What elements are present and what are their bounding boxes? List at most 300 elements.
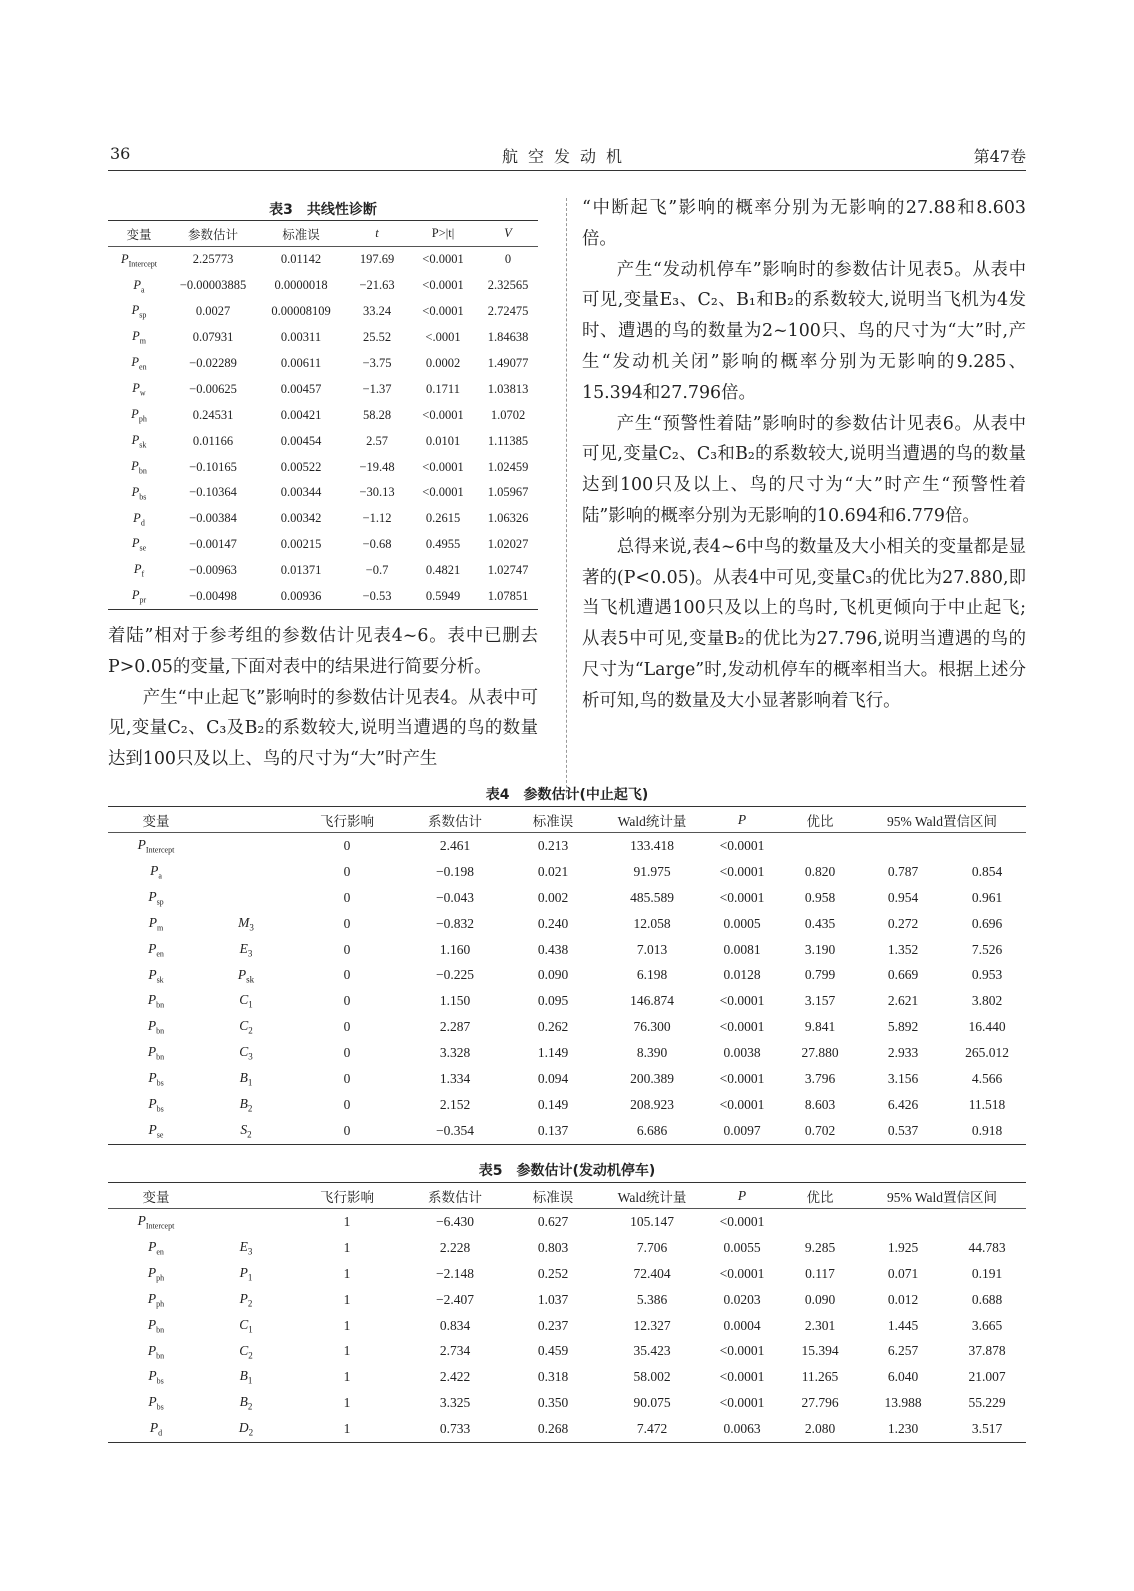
table-cell: 15.394 (801, 1343, 839, 1359)
paragraph: “中断起飞”影响的概率分别为无影响的27.88和8.603倍。 (582, 198, 1026, 249)
table-row (108, 584, 538, 610)
table-cell: 2.287 (439, 1019, 471, 1035)
table-row (108, 454, 538, 480)
table-cell: 0.435 (804, 915, 836, 931)
table-cell: 2.734 (439, 1343, 471, 1359)
table-cell: 0.0027 (195, 304, 231, 319)
variable-cell (108, 885, 204, 911)
variable-cell (108, 558, 170, 584)
table-cell: 0.696 (971, 915, 1003, 931)
variable-cell (108, 480, 170, 506)
variable-cell-symbol: P (147, 1018, 157, 1034)
table-cell: 9.285 (804, 1239, 836, 1255)
variable-cell (108, 1390, 204, 1416)
table-cell: 1.352 (887, 941, 919, 957)
table3-col-header: 标准误 (256, 221, 346, 247)
level-cell (204, 833, 288, 859)
level-cell-symbol: B (239, 1070, 248, 1086)
table-cell: 1.334 (439, 1070, 471, 1086)
level-cell-subscript: 2 (247, 1402, 253, 1413)
level-cell-subscript: 1 (247, 1272, 253, 1283)
table5-col-header: 系数估计 (406, 1183, 504, 1209)
table-cell: <0.0001 (719, 837, 765, 853)
table-cell: 0.0128 (723, 967, 761, 983)
table-cell: 3.328 (439, 1045, 471, 1061)
variable-cell-symbol: P (147, 1044, 157, 1060)
level-cell-symbol: S (240, 1121, 248, 1137)
variable-cell (108, 1287, 204, 1313)
table-cell: 0.854 (971, 863, 1003, 879)
level-cell (204, 1390, 288, 1416)
variable-cell-subscript: bs (156, 1104, 164, 1114)
level-cell-symbol: B (239, 1096, 248, 1111)
table-cell: 0 (343, 941, 351, 957)
table-row (108, 1313, 1026, 1339)
variable-cell-subscript: bs (156, 1377, 164, 1387)
table-cell: 1.445 (887, 1317, 919, 1333)
table-cell: 0.137 (537, 1122, 569, 1138)
table-cell: 0.1711 (426, 381, 460, 396)
table-row (108, 1261, 1026, 1287)
table-cell: 0.459 (537, 1343, 569, 1359)
table-cell: 6.257 (887, 1343, 919, 1359)
table-cell: −0.10364 (189, 485, 237, 500)
level-cell (204, 1066, 288, 1092)
paragraph: 产生“发动机停车”影响时的参数估计见表5。从表中可见,变量E₃、C₂、B₁和B₂的系数较大,说明当飞机为4发时、遭遇的鸟的数量为2~100只、鸟的尺寸为“大”时,产生“发动机关闭”影响的概率分别为无影响的9.285、15.394和27.796倍。 (582, 259, 1026, 403)
level-cell (204, 885, 288, 911)
level-cell (204, 937, 288, 963)
level-cell (204, 962, 288, 988)
variable-cell (108, 1092, 204, 1118)
variable-cell (108, 859, 204, 885)
table-cell: 0.787 (887, 863, 919, 879)
table-row (108, 506, 538, 532)
level-cell-subscript: 2 (247, 1298, 253, 1309)
table-cell: 2.621 (887, 993, 919, 1009)
table-cell: 16.440 (968, 1019, 1006, 1035)
table-cell: 0.272 (887, 915, 919, 931)
variable-cell-symbol: P (131, 407, 139, 422)
table-row (108, 911, 1026, 937)
table-cell: 1.11385 (487, 433, 529, 448)
table-cell: 0.4821 (425, 563, 461, 578)
paragraph: 总得来说,表4~6中鸟的数量及大小相关的变量都是显著的(P<0.05)。从表4中可见,变量C₃的优比为27.880,即当飞机遭遇100只及以上的鸟时,飞机更倾向于中止起飞;从表5中可见,变量B₂的优比为27.796,说明当遭遇的鸟的尺寸为“Large”时,发动机停车的概率相当大。根据上述分析可知,鸟的数量及大小显著影响着飞行。 (582, 536, 1026, 711)
table-cell: 0.702 (804, 1122, 836, 1138)
table-cell: 0 (343, 1070, 351, 1086)
table-row (108, 937, 1026, 963)
table-row (108, 833, 1026, 859)
table-cell: 0.834 (439, 1317, 471, 1333)
variable-cell (108, 1235, 204, 1261)
table-cell: 1.0702 (490, 407, 526, 422)
variable-cell-subscript: ph (138, 414, 147, 424)
table-cell: 1.49077 (487, 356, 529, 370)
table-cell: 13.988 (884, 1395, 922, 1411)
variable-cell-symbol: P (148, 1070, 157, 1086)
table-row (108, 1118, 1026, 1144)
table5-col-header: 变量 (108, 1183, 204, 1209)
variable-cell-subscript: bn (156, 1001, 165, 1011)
table-cell: 55.229 (968, 1395, 1006, 1411)
level-cell-subscript: 2 (247, 1103, 253, 1114)
variable-cell-symbol: P (133, 510, 141, 525)
variable-cell (108, 584, 170, 610)
variable-cell-symbol: P (148, 1368, 157, 1384)
table-cell: 7.472 (636, 1421, 668, 1437)
table-row (108, 402, 538, 428)
table-row (108, 1416, 1026, 1442)
table-cell: <.0001 (425, 330, 461, 345)
level-cell-subscript: sk (246, 974, 255, 985)
table-cell: −0.225 (436, 967, 474, 983)
variable-cell-subscript: bs (156, 1078, 164, 1088)
table-cell: <0.0001 (422, 278, 464, 293)
level-cell (204, 1209, 288, 1235)
table-cell: −0.00003885 (179, 278, 247, 293)
variable-cell (108, 247, 170, 273)
table-cell: 7.013 (636, 941, 668, 957)
table-cell: 0.318 (537, 1369, 569, 1385)
table-cell: 90.075 (633, 1395, 671, 1411)
table-cell: 44.783 (968, 1239, 1006, 1255)
table-cell: −0.354 (436, 1122, 474, 1138)
variable-cell-subscript: sk (156, 975, 164, 985)
table-row (108, 1287, 1026, 1313)
variable-cell-symbol: P (132, 329, 140, 344)
level-cell-symbol: E (239, 1238, 248, 1254)
level-cell-symbol: C (239, 1044, 249, 1060)
variable-cell-subscript: m (139, 336, 146, 346)
table-cell: 0.0000018 (274, 278, 328, 293)
table-cell: 3.190 (804, 941, 836, 957)
table-cell: −2.148 (436, 1265, 474, 1281)
table-cell: 0.268 (537, 1421, 569, 1437)
table-cell: 7.706 (636, 1239, 668, 1255)
variable-cell-subscript: bn (156, 1325, 165, 1335)
table-cell: −0.7 (365, 563, 389, 578)
table-cell: 0.094 (537, 1070, 569, 1086)
variable-cell-subscript: bn (156, 1027, 165, 1037)
table-cell: 9.841 (804, 1019, 836, 1035)
table-cell: 12.058 (633, 915, 671, 931)
table-cell: <0.0001 (719, 1343, 765, 1359)
level-cell-subscript: 3 (247, 948, 253, 959)
table-cell: 0 (343, 1096, 351, 1112)
table-cell: 21.007 (968, 1369, 1006, 1385)
table-cell: 0.350 (537, 1395, 569, 1411)
level-cell-symbol: E (239, 940, 248, 956)
table-cell: 0.252 (537, 1265, 569, 1281)
table-cell: 1 (343, 1343, 351, 1359)
level-cell-symbol: B (239, 1368, 248, 1384)
variable-cell (108, 351, 170, 377)
left-column-text (108, 621, 538, 775)
table4-col-header: 飞行影响 (288, 807, 406, 833)
table-cell: 1.925 (887, 1239, 919, 1255)
level-cell-symbol: P (239, 1264, 248, 1280)
table-cell: 2.422 (439, 1369, 471, 1385)
table3-title: 表3 共线性诊断 (269, 202, 377, 218)
table5-col-header: 优比 (782, 1183, 858, 1209)
table-cell: −0.043 (436, 889, 474, 905)
level-cell (204, 1287, 288, 1313)
table-row (108, 1390, 1026, 1416)
table-cell: <0.0001 (719, 1265, 765, 1281)
table-row (108, 273, 538, 299)
paragraph: 产生“预警性着陆”影响时的参数估计见表6。从表中可见,变量C₂、C₃和B₂的系数较大,说明当遭遇的鸟的数量达到100只及以上、鸟的尺寸为“大”时产生“预警性着陆”影响的概率分别为无影响的10.694和6.779倍。 (582, 413, 1026, 526)
table-cell: <0.0001 (422, 252, 464, 267)
table-cell: 133.418 (630, 837, 674, 853)
variable-cell-subscript: a (141, 285, 145, 295)
table-cell: 2.32565 (487, 278, 529, 293)
table-cell: 6.040 (887, 1369, 919, 1385)
table-cell: 0.24531 (192, 407, 234, 422)
table-cell: 0.149 (537, 1096, 569, 1112)
variable-cell-symbol: P (120, 251, 129, 266)
variable-cell-subscript: bs (156, 1403, 164, 1413)
table4-col-header (204, 807, 288, 833)
level-cell-symbol: B (239, 1394, 248, 1410)
table-cell: 0.954 (887, 889, 919, 905)
table-cell: 0 (343, 993, 351, 1009)
table3-col-header: V (478, 221, 538, 247)
page-number: 36 (110, 144, 131, 163)
table-cell: −0.10165 (189, 459, 237, 474)
table-cell: −0.198 (436, 863, 474, 879)
variable-cell (108, 273, 170, 299)
table-cell: 1.03813 (487, 381, 529, 396)
table-row (108, 1364, 1026, 1390)
variable-cell (108, 1040, 204, 1066)
table-cell: <0.0001 (719, 1395, 765, 1411)
table-cell: <0.0001 (719, 1096, 765, 1112)
table3-col-header: P>|t| (408, 221, 478, 247)
variable-cell-subscript: ph (156, 1273, 165, 1283)
table-cell: −0.00963 (189, 563, 237, 578)
table-cell: 0.0038 (723, 1045, 761, 1061)
table-cell: 0.01371 (280, 563, 322, 578)
table-row (108, 428, 538, 454)
variable-cell-subscript: en (139, 362, 147, 372)
level-cell (204, 1261, 288, 1287)
table-cell: 0.090 (804, 1291, 836, 1307)
variable-cell (108, 1261, 204, 1287)
level-cell-symbol: P (239, 1290, 248, 1306)
table-cell: 485.589 (630, 889, 674, 905)
table4-header-row (108, 807, 1026, 833)
table-cell: 0.0101 (425, 433, 461, 448)
table-cell: 0.669 (887, 967, 919, 983)
variable-cell-subscript: d (140, 518, 145, 528)
variable-cell (108, 428, 170, 454)
table5-col-header: 标准误 (504, 1183, 602, 1209)
table4-title: 表4 参数估计(中止起飞) (485, 787, 649, 803)
table-cell: 0 (343, 889, 351, 905)
variable-cell-subscript: sk (139, 440, 147, 450)
table-cell: 3.157 (804, 993, 836, 1009)
level-cell-symbol: C (239, 1018, 249, 1034)
table-cell: 76.300 (633, 1019, 671, 1035)
table-cell: 1.160 (439, 941, 471, 957)
table-cell: 0.00936 (280, 589, 322, 604)
table-cell: 0.438 (537, 941, 569, 957)
table-cell: −0.832 (436, 915, 474, 931)
table-row (108, 532, 538, 558)
variable-cell (108, 937, 204, 963)
table5-col-header: Wald统计量 (602, 1183, 702, 1209)
level-cell (204, 1338, 288, 1364)
table-cell: 33.24 (362, 304, 392, 319)
table-cell: 0.688 (971, 1291, 1003, 1307)
variable-cell-subscript: bn (156, 1052, 165, 1062)
table-cell: 0.733 (439, 1421, 471, 1437)
table5-col-header (204, 1183, 288, 1209)
table-cell (948, 833, 1026, 859)
table-cell (782, 1209, 858, 1235)
table4-col-header: P (702, 807, 782, 833)
variable-cell-subscript: en (156, 949, 164, 959)
table-cell: 2.152 (439, 1096, 471, 1112)
variable-cell (108, 376, 170, 402)
table-cell: 0.961 (971, 889, 1003, 905)
table-cell: 0 (343, 967, 351, 983)
table-row (108, 1066, 1026, 1092)
table-cell: −0.00625 (189, 381, 237, 396)
table-cell: 27.880 (801, 1045, 839, 1061)
table-cell: 0.237 (537, 1317, 569, 1333)
table-cell: 2.080 (804, 1421, 836, 1437)
table-cell: 0.00344 (280, 485, 322, 500)
level-cell (204, 1235, 288, 1261)
table-cell: −3.75 (362, 356, 392, 370)
variable-cell-subscript: bs (139, 492, 147, 502)
table-cell: 7.526 (971, 941, 1003, 957)
level-cell-subscript: 3 (247, 1246, 253, 1257)
table-cell: 0.012 (887, 1291, 919, 1307)
table-row (108, 885, 1026, 911)
table-cell: 0.240 (537, 915, 569, 931)
table4-col-header: 变量 (108, 807, 204, 833)
level-cell (204, 1364, 288, 1390)
table-cell: 1.84638 (487, 330, 529, 345)
variable-cell (108, 911, 204, 937)
table-cell: −21.63 (359, 278, 395, 293)
table4-col-header: 优比 (782, 807, 858, 833)
table-cell: 0.07931 (192, 330, 234, 345)
table-cell: 0.090 (537, 967, 569, 983)
table-cell: 1.230 (887, 1421, 919, 1437)
variable-cell-symbol: P (131, 484, 140, 499)
variable-cell-symbol: P (131, 458, 139, 473)
variable-cell (108, 532, 170, 558)
table-cell (858, 1209, 948, 1235)
variable-cell-subscript: se (139, 543, 147, 553)
table-cell: 2.933 (887, 1045, 919, 1061)
table-row (108, 325, 538, 351)
table5-header-row (108, 1183, 1026, 1209)
table-row (108, 1040, 1026, 1066)
variable-cell-subscript: en (156, 1247, 164, 1257)
variable-cell (108, 1364, 204, 1390)
table3-collinearity (108, 220, 538, 610)
table-cell: 105.147 (630, 1213, 674, 1229)
table-cell: 1.150 (439, 993, 471, 1009)
variable-cell-symbol: P (147, 1342, 157, 1358)
paragraph: 着陆”相对于参考组的参数估计见表4~6。表中已删去P>0.05的变量,下面对表中的结果进行简要分析。 (108, 626, 538, 677)
level-cell-symbol: M (238, 914, 250, 930)
table-cell: 0.953 (971, 967, 1003, 983)
level-cell-subscript: 3 (249, 922, 254, 933)
table5-col-header: 95% Wald置信区间 (858, 1183, 1026, 1209)
table-cell: 0.00421 (280, 407, 322, 422)
variable-cell (108, 1209, 204, 1235)
variable-cell-symbol: P (147, 1264, 157, 1280)
table3-col-header: 变量 (108, 221, 170, 247)
table-cell: 0.0004 (723, 1317, 761, 1333)
table-cell: 0.5949 (425, 589, 461, 604)
variable-cell-symbol: P (148, 1394, 157, 1410)
variable-cell (108, 1118, 204, 1144)
table-cell: 200.389 (630, 1070, 674, 1086)
variable-cell-symbol: P (131, 355, 140, 370)
table-cell (782, 833, 858, 859)
table-cell: 91.975 (633, 863, 671, 879)
variable-cell-symbol: P (133, 277, 142, 292)
level-cell (204, 1118, 288, 1144)
variable-cell-symbol: P (131, 588, 140, 603)
table-cell: 0.00611 (280, 356, 322, 370)
level-cell (204, 1313, 288, 1339)
table-cell: 2.228 (439, 1239, 471, 1255)
table-cell: 1.05967 (487, 485, 529, 500)
table-cell: 0.00008109 (271, 304, 331, 319)
table-cell: <0.0001 (422, 485, 464, 500)
variable-cell-subscript: se (156, 1130, 164, 1140)
table-cell: 1 (343, 1239, 351, 1255)
table-cell: 37.878 (968, 1343, 1006, 1359)
variable-cell-subscript: Intercept (128, 259, 158, 269)
table-cell: 3.665 (971, 1317, 1003, 1333)
table-cell: 1.149 (537, 1045, 569, 1061)
table5-engine-shutdown (108, 1182, 1026, 1443)
level-cell-subscript: 1 (248, 1000, 253, 1011)
table-cell: −1.37 (362, 381, 392, 396)
table-cell: 3.325 (439, 1395, 471, 1411)
table-cell: 0.095 (537, 993, 569, 1009)
table-cell: 0.627 (537, 1213, 569, 1229)
table-cell: 1 (343, 1265, 351, 1281)
table-cell: 0.0055 (723, 1239, 761, 1255)
table-cell: 0.0081 (723, 941, 761, 957)
variable-cell-symbol: P (131, 536, 140, 551)
variable-cell-symbol: P (133, 562, 142, 577)
table-cell: 0.958 (804, 889, 836, 905)
page-header (108, 142, 1026, 171)
table-cell: 35.423 (633, 1343, 671, 1359)
level-cell (204, 911, 288, 937)
table-cell: −1.12 (362, 511, 392, 526)
variable-cell-symbol: P (148, 940, 157, 956)
level-cell-subscript: 2 (248, 1350, 253, 1361)
table-cell: 0 (343, 1019, 351, 1035)
variable-cell-symbol: P (137, 837, 146, 853)
table-row (108, 351, 538, 377)
variable-cell (108, 402, 170, 428)
variable-cell (108, 1014, 204, 1040)
variable-cell-symbol: P (148, 1238, 157, 1254)
table-cell: <0.0001 (422, 304, 464, 319)
table-row (108, 962, 1026, 988)
